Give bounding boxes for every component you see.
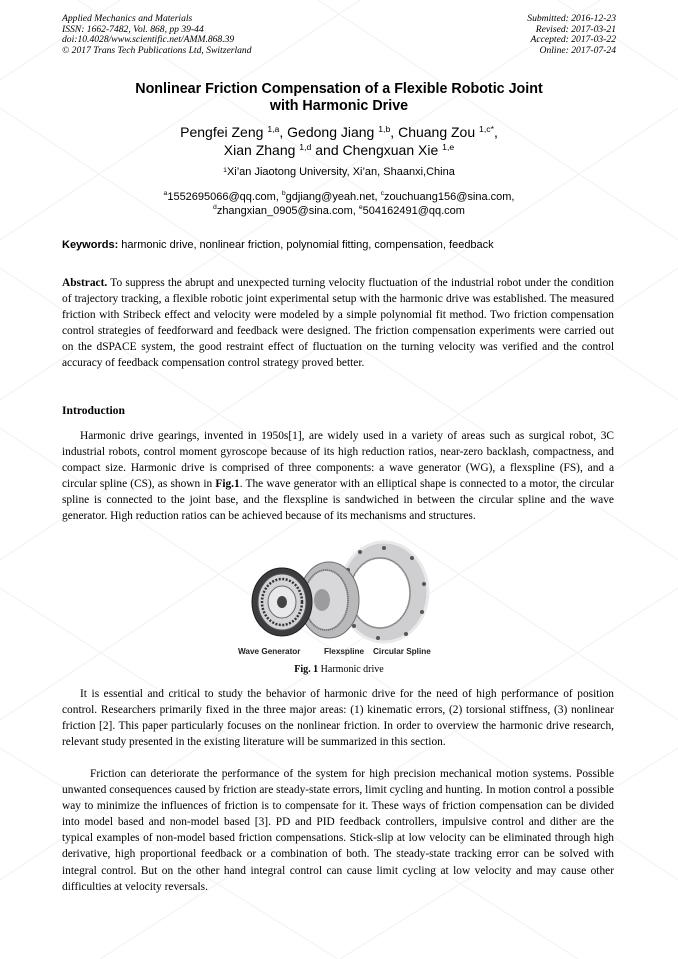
email-link[interactable]: 504162491@qq.com: [362, 205, 465, 217]
email-link[interactable]: 1552695066@qq.com: [167, 191, 276, 203]
copyright-line: © 2017 Trans Tech Publications Ltd, Switzerland: [62, 44, 252, 56]
email-list: $^a$1552695066@qq.com, $^b$gdjiang@yeah.net, $^c$zouchuang156@sina.com, $^d$zhangxian_0905@sina.com, $^e$504162491@qq.com: [163, 189, 515, 217]
harmonic-drive-figure: [234, 540, 444, 662]
author-sup: 1,a: [267, 123, 280, 134]
author-name: Xian Zhang: [223, 142, 296, 158]
affiliation-sup: 1: [223, 166, 227, 174]
author-sup: 1,d: [299, 141, 312, 152]
submitted-date: Submitted: 2016-12-23: [527, 13, 616, 24]
paper-title: [62, 81, 616, 115]
publication-dates: [527, 14, 616, 56]
intro-paragraph-1: Harmonic drive gearings, invented in 1950s[1], are widely used in a variety of areas such as surgical robot, 3C industrial robots, control moment gyroscope because of its high reduction ratios, near-zero backlash, compactness, and compact size. Harmonic drive is comprised of three components: a wave generator (WG), a flexspline (FS), and a circular spline (CS), as shown in Fig.1. The wave generator with an elliptical shape is connected to a motor, the circular spline is connected to the joint base, and the flexspline is sandwiched in between the circular spline and the wave generator. High reduction ratios can be achieved because of its mechanisms and structures.: [62, 430, 614, 523]
figure-reference[interactable]: Fig.1: [215, 478, 240, 491]
abstract-label: Abstract.: [62, 277, 108, 289]
online-date: Online: 2017-07-24: [539, 44, 616, 56]
abstract: [62, 275, 614, 372]
author-sup: 1,e: [442, 141, 455, 152]
author-name: Chengxuan Xie: [342, 142, 439, 158]
figure-caption: [62, 664, 616, 675]
caption-label: Fig. 1: [294, 664, 319, 675]
author-name: Chuang Zou: [398, 124, 476, 140]
author-name: Pengfei Zeng: [180, 124, 264, 140]
figure-label: Circular Spline: [373, 647, 431, 656]
intro-paragraph-2: It is essential and critical to study the behavior of harmonic drive for the need of high performance of position control. Researchers primarily fixed in the three major areas: (1) kinematic errors, (2) torsional stiffness, (3) nonlinear friction [2]. This paper particularly focuses on the nonlinear friction. In order to overview the harmonic drive research, relevant study presented in the existing literature will be summarized in this section.: [62, 688, 614, 749]
abstract-text: To suppress the abrupt and unexpected turning velocity fluctuation of the industrial robot under the condition of trajectory tracking, a flexible robotic joint experimental setup with the harmonic drive was established. The measured friction with Stribeck effect and velocity were modeled by a simple polynomial fit method. Two friction compensation control strategies of feedforward and feedback were designed. The friction compensation experiments were carried out on the dSPACE system, the good restraint effect of fluctuation on the turning velocity was verified and the control accuracy of feedback compensation control strategy proved better.: [62, 277, 614, 370]
title-line-2: with Harmonic Drive: [269, 98, 409, 114]
keywords-text: harmonic drive, nonlinear friction, polynomial fitting, compensation, feedback: [118, 239, 494, 251]
author-list: Pengfei Zeng $^{1,a}$, Gedong Jiang $^{1,b}$, Chuang Zou $^{1,c*}$, Xian Zhang $^{1,d}$ and Chengxuan Xie $^{1,e}$: [180, 123, 498, 158]
keywords: [62, 238, 616, 252]
accepted-date: Accepted: 2017-03-22: [530, 34, 616, 46]
keywords-label: Keywords:: [62, 239, 119, 251]
caption-text: Harmonic drive: [318, 664, 384, 675]
affiliation-text: Xi’an Jiaotong University, Xi’an, Shaanxi,China: [226, 166, 455, 178]
journal-name: Applied Mechanics and Materials: [62, 13, 193, 24]
author-sup: 1,c*: [479, 123, 494, 134]
author-name: Gedong Jiang: [287, 124, 375, 140]
email-link[interactable]: gdjiang@yeah.net: [285, 191, 375, 203]
author-sup: 1,b: [378, 123, 391, 134]
section-heading-introduction: Introduction: [62, 404, 125, 417]
revised-date: Revised: 2017-03-21: [535, 23, 616, 35]
email-link[interactable]: zhangxian_0905@sina.com: [216, 205, 353, 217]
issn-line: ISSN: 1662-7482, Vol. 868, pp 39-44: [62, 23, 204, 35]
figure-label: Flexspline: [324, 647, 365, 656]
journal-info: [62, 14, 252, 56]
doi-line: doi:10.4028/www.scientific.net/AMM.868.39: [62, 34, 235, 46]
email-link[interactable]: zouchuang156@sina.com: [384, 191, 512, 203]
title-line-1: Nonlinear Friction Compensation of a Flexible Robotic Joint: [135, 81, 543, 97]
intro-paragraph-3: Friction can deteriorate the performance of the system for high precision mechanical motion systems. Possible unwanted consequences caused by friction are steady-state errors, limit cycling and hunting. In motion control a possible way to minimize the influences of friction is to compensate for it. These ways of friction compensation can be divided into model based and non-model based [3]. PD and PID feedback controllers, impulsive control and dither are the typical examples of non-model based friction compensations. Stick-slip at low velocity can be eliminated through high derivative, high proportional feedback or a combination of both. The steady-state tracking error can be solved with integral control. But on the other hand integral control can cause limit cycling at low velocity and may cause other difficulties at velocity reversals.: [62, 768, 614, 893]
affiliation: [62, 166, 616, 179]
figure-label: Wave Generator: [238, 647, 301, 656]
wave-generator-image: [252, 568, 312, 636]
